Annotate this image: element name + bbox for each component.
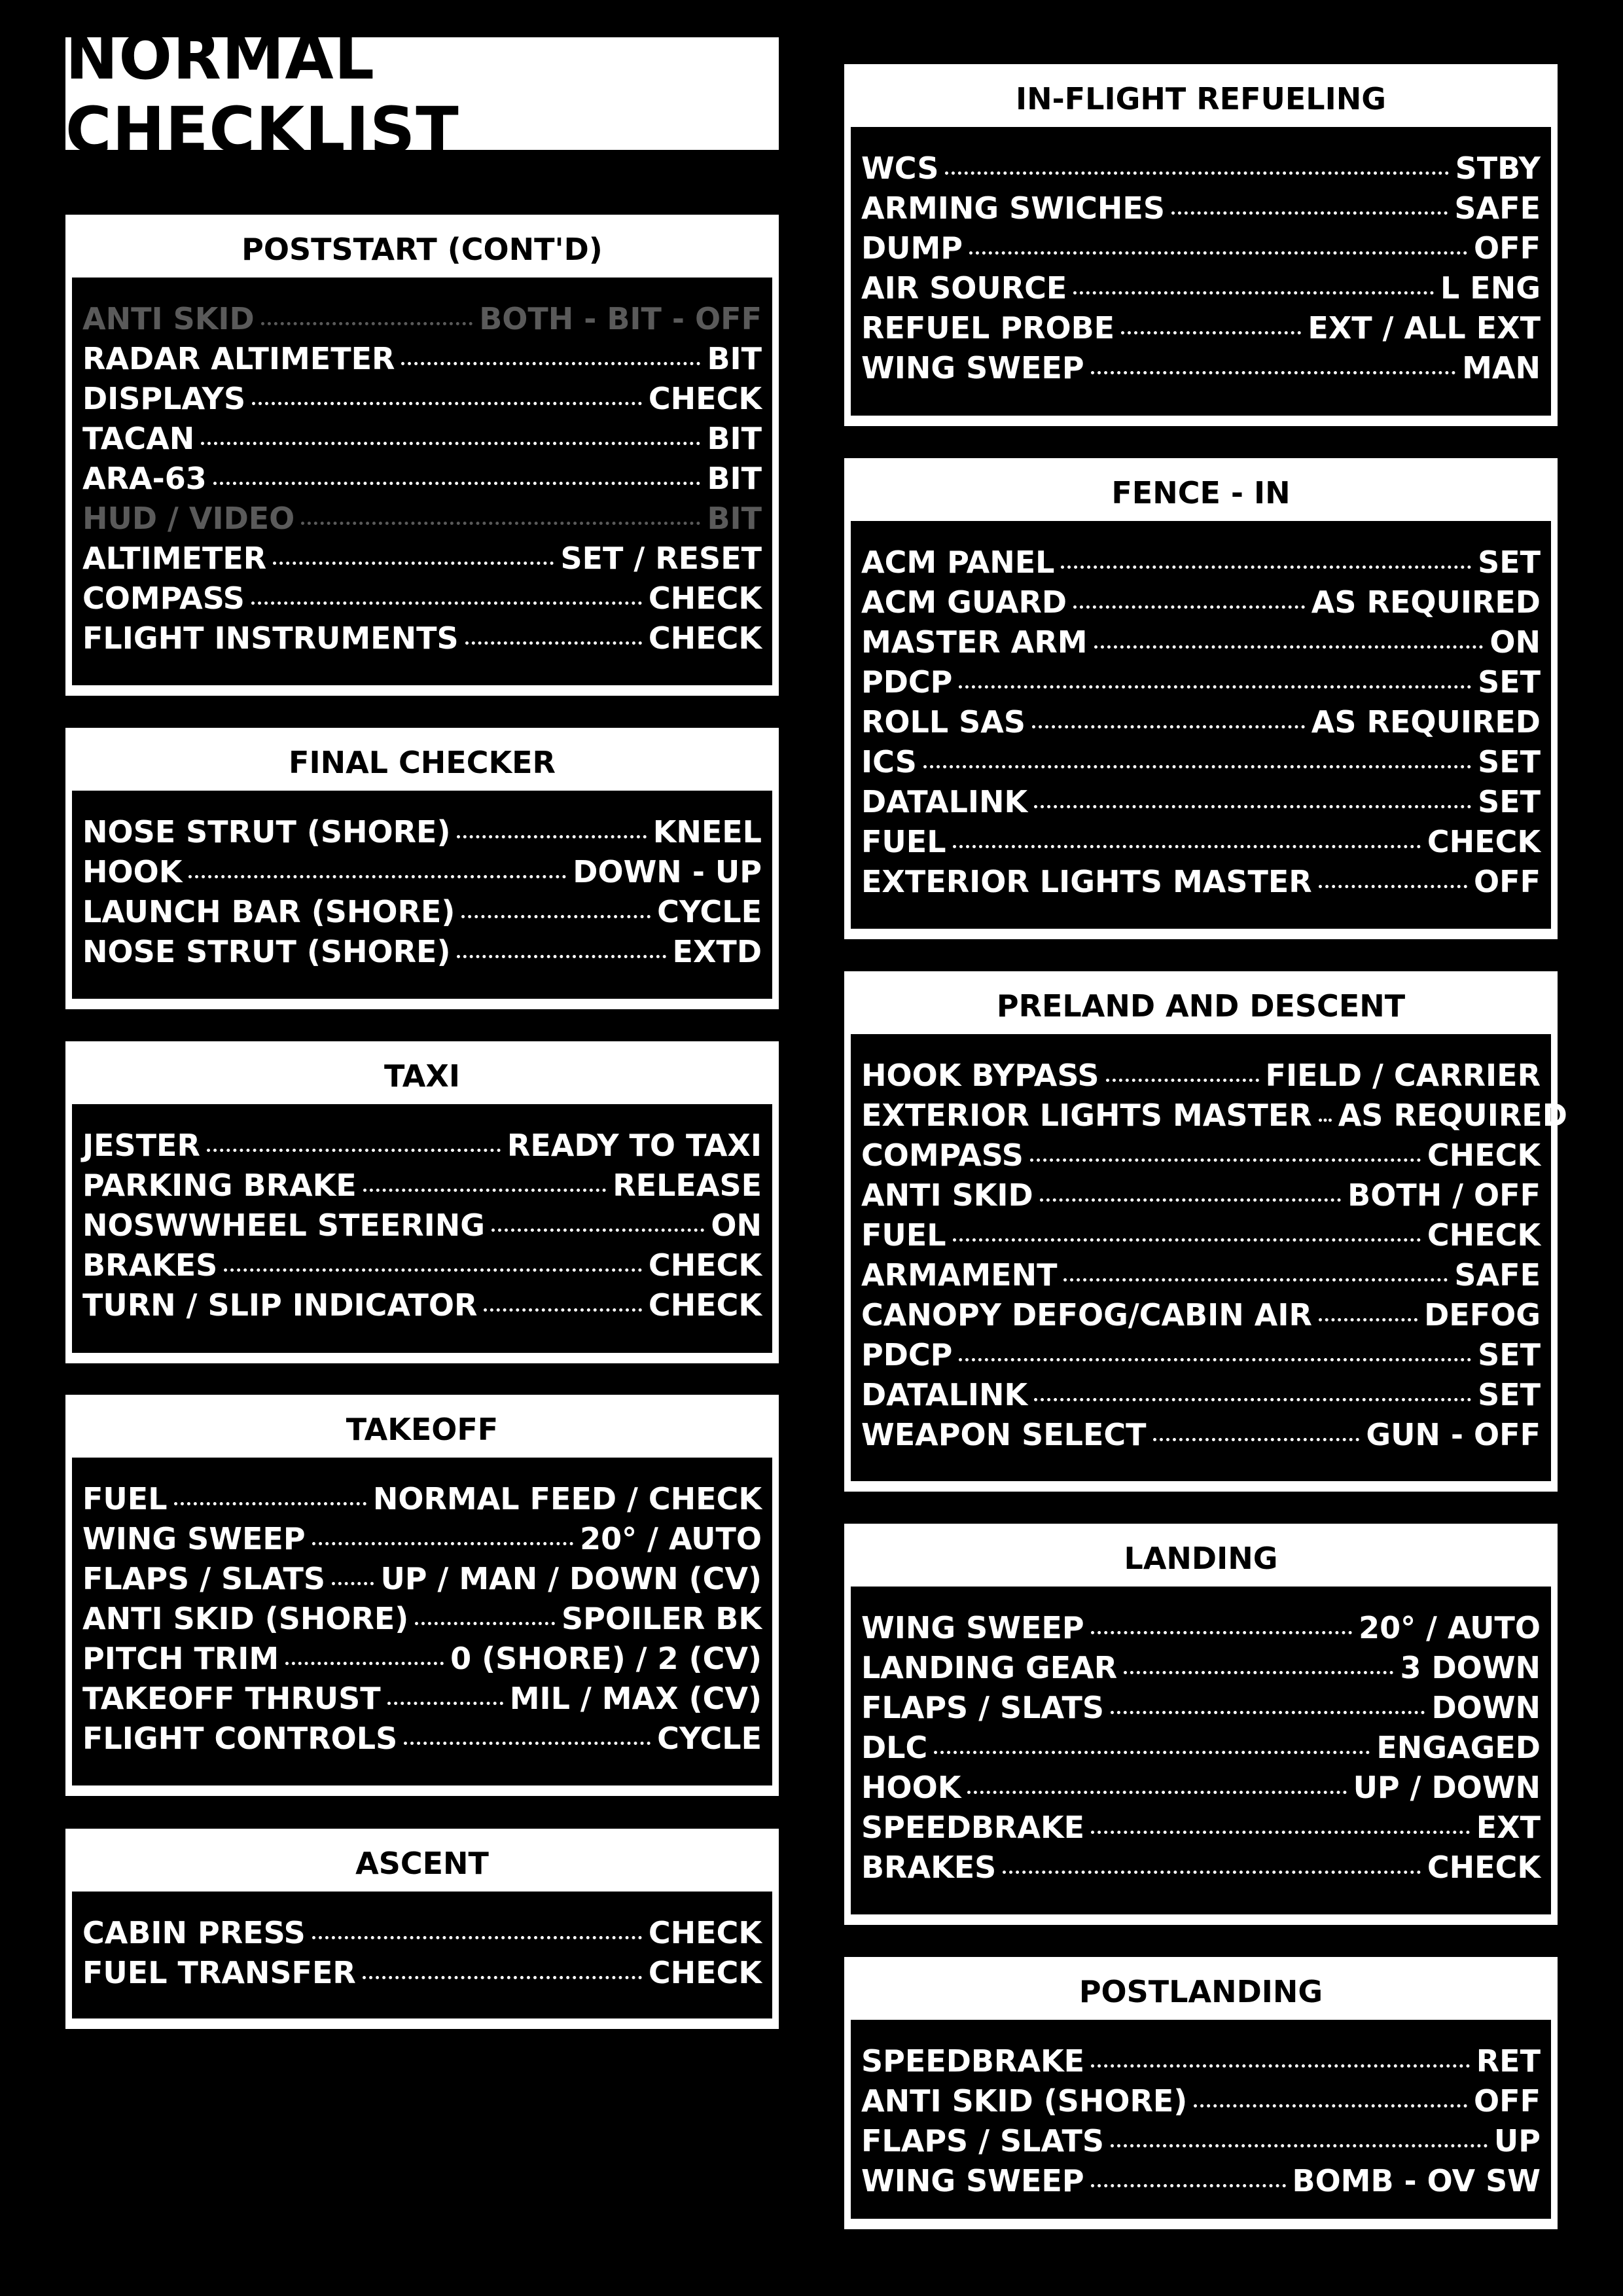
checklist-item-label: FLIGHT CONTROLS — [82, 1721, 398, 1756]
checklist-item-label: COMPASS — [861, 1138, 1024, 1173]
section-fence-in — [844, 458, 1558, 939]
checklist-row — [82, 1481, 762, 1521]
checklist-row — [82, 1681, 762, 1721]
dot-leader — [1153, 1438, 1360, 1441]
checklist-item-label: CABIN PRESS — [82, 1915, 306, 1950]
dot-leader — [312, 1542, 574, 1545]
checklist-item-value: 20° / AUTO — [580, 1521, 762, 1556]
checklist-item-label: ACM GUARD — [861, 584, 1067, 620]
checklist-item-label: FLAPS / SLATS — [861, 2123, 1104, 2159]
section-header-ascent: ASCENT — [355, 1846, 489, 1881]
checklist-item-label: RADAR ALTIMETER — [82, 341, 395, 376]
checklist-item-value: CHECK — [1427, 1850, 1541, 1885]
dot-leader — [332, 1582, 374, 1585]
checklist-row — [82, 894, 762, 934]
checklist-item-value: CHECK — [648, 1915, 762, 1950]
checklist-item-value: CYCLE — [657, 894, 762, 929]
checklist-row — [82, 934, 762, 974]
checklist-row — [861, 270, 1541, 310]
checklist-item-label: HOOK — [861, 1770, 961, 1805]
section-postlanding — [844, 1957, 1558, 2229]
checklist-item-value: CHECK — [648, 1247, 762, 1283]
checklist-row — [861, 1610, 1541, 1650]
section-final-checker — [65, 728, 779, 1009]
checklist-item-value: OFF — [1474, 864, 1541, 899]
checklist-row — [861, 664, 1541, 704]
section-refueling — [844, 64, 1558, 426]
checklist-item-label: BRAKES — [82, 1247, 218, 1283]
checklist-item-label: HUD / VIDEO — [82, 501, 295, 536]
dot-leader — [1171, 211, 1448, 215]
checklist-item-value: BIT — [707, 461, 762, 496]
checklist-item-value: SAFE — [1454, 1257, 1541, 1293]
checklist-item-value: CHECK — [648, 581, 762, 616]
checklist-row — [82, 1128, 762, 1168]
dot-leader — [1319, 885, 1467, 888]
dot-leader — [461, 915, 651, 918]
checklist-item-value: UP — [1493, 2123, 1541, 2159]
checklist-item-label: SPEEDBRAKE — [861, 2043, 1085, 2079]
dot-leader — [1032, 725, 1305, 728]
checklist-item-value: CHECK — [648, 1287, 762, 1323]
checklist-item-label: CANOPY DEFOG/CABIN AIR — [861, 1297, 1312, 1333]
checklist-row — [861, 1177, 1541, 1217]
dot-leader — [953, 1238, 1421, 1242]
dot-leader — [363, 1189, 607, 1192]
dot-leader — [959, 1358, 1471, 1361]
dot-leader — [174, 1502, 366, 1505]
checklist-item-label: REFUEL PROBE — [861, 310, 1115, 346]
checklist-row — [861, 151, 1541, 190]
checklist-item-value: STBY — [1455, 151, 1541, 186]
dot-leader — [1061, 565, 1471, 569]
dot-leader — [923, 765, 1471, 768]
checklist-row — [861, 1690, 1541, 1730]
dot-leader — [945, 171, 1448, 175]
section-header-final-checker: FINAL CHECKER — [289, 745, 556, 780]
checklist-row — [82, 1208, 762, 1247]
dot-leader — [1111, 1711, 1425, 1714]
checklist-row — [82, 814, 762, 854]
checklist-item-value: SET — [1478, 744, 1541, 780]
checklist-item-label: ANTI SKID — [861, 1177, 1033, 1213]
dot-leader — [1319, 1318, 1418, 1321]
checklist-row — [861, 1098, 1567, 1138]
dot-leader — [1091, 2064, 1470, 2068]
checklist-row — [861, 704, 1541, 744]
checklist-row — [82, 1247, 762, 1287]
dot-leader — [1106, 1079, 1259, 1082]
checklist-row — [861, 784, 1541, 824]
dot-leader — [457, 835, 646, 838]
dot-leader — [252, 402, 642, 405]
checklist-item-label: SPEEDBRAKE — [861, 1810, 1085, 1845]
dot-leader — [201, 442, 700, 445]
checklist-item-value: ENGAGED — [1376, 1730, 1541, 1765]
checklist-item-label: MASTER ARM — [861, 624, 1088, 660]
checklist-item-value: SET — [1478, 1337, 1541, 1372]
checklist-row — [82, 1287, 762, 1327]
checklist-item-value: SAFE — [1454, 190, 1541, 226]
dot-leader — [484, 1308, 642, 1312]
checklist-item-label: DLC — [861, 1730, 928, 1765]
checklist-item-value: CYCLE — [657, 1721, 762, 1756]
checklist-item-label: ACM PANEL — [861, 545, 1055, 580]
checklist-row — [861, 1417, 1541, 1457]
checklist-item-label: PDCP — [861, 664, 953, 700]
section-header-landing: LANDING — [1124, 1541, 1278, 1576]
checklist-item-value: OFF — [1474, 2083, 1541, 2119]
checklist-item-label: ROLL SAS — [861, 704, 1026, 740]
dot-leader — [404, 1742, 651, 1745]
checklist-item-label: EXTERIOR LIGHTS MASTER — [861, 1098, 1312, 1133]
checklist-row — [861, 190, 1541, 230]
page-title: NORMAL CHECKLIST — [65, 37, 779, 150]
checklist-item-label: WCS — [861, 151, 939, 186]
checklist-item-label: WEAPON SELECT — [861, 1417, 1147, 1452]
checklist-item-label: WING SWEEP — [861, 2163, 1084, 2198]
checklist-item-label: PITCH TRIM — [82, 1641, 279, 1676]
section-body-landing — [851, 1587, 1551, 1914]
dot-leader — [1003, 1871, 1421, 1874]
checklist-item-value: SET — [1478, 545, 1541, 580]
checklist-item-value: 20° / AUTO — [1359, 1610, 1541, 1645]
checklist-row — [861, 1730, 1541, 1770]
dot-leader — [312, 1936, 642, 1939]
checklist-row — [861, 1138, 1541, 1177]
checklist-item-value: CHECK — [648, 1955, 762, 1990]
dot-leader — [1319, 1119, 1332, 1122]
checklist-item-value: SPOILER BK — [562, 1601, 762, 1636]
checklist-row — [82, 381, 762, 421]
checklist-item-label: COMPASS — [82, 581, 245, 616]
checklist-item-value: AS REQUIRED — [1311, 704, 1541, 740]
checklist-row — [861, 1257, 1541, 1297]
checklist-item-value: 3 DOWN — [1400, 1650, 1541, 1685]
checklist-item-value: MIL / MAX (CV) — [509, 1681, 762, 1716]
checklist-item-label: DATALINK — [861, 784, 1028, 819]
checklist-item-value: EXT — [1476, 1810, 1541, 1845]
checklist-item-value: CHECK — [648, 620, 762, 656]
checklist-row — [82, 461, 762, 501]
checklist-item-value: GUN - OFF — [1366, 1417, 1541, 1452]
checklist-item-label: FLAPS / SLATS — [861, 1690, 1104, 1725]
dot-leader — [1194, 2104, 1467, 2108]
dot-leader — [301, 522, 700, 525]
dot-leader — [1091, 2184, 1286, 2187]
checklist-row — [861, 2163, 1541, 2203]
checklist-row — [861, 864, 1541, 904]
checklist-row — [82, 1721, 762, 1761]
checklist-item-value: ON — [1489, 624, 1541, 660]
checklist-item-value: RELEASE — [613, 1168, 762, 1203]
checklist-item-label: DUMP — [861, 230, 963, 266]
checklist-row — [861, 2083, 1541, 2123]
checklist-row — [82, 581, 762, 620]
section-header-refueling: IN-FLIGHT REFUELING — [1016, 81, 1386, 117]
dot-leader — [934, 1751, 1370, 1754]
dot-leader — [401, 362, 700, 365]
checklist-item-value: CHECK — [648, 381, 762, 416]
checklist-row — [861, 624, 1541, 664]
section-header-fence-in: FENCE - IN — [1111, 475, 1291, 511]
dot-leader — [959, 685, 1471, 689]
dot-leader — [969, 251, 1467, 255]
dot-leader — [1030, 1158, 1421, 1162]
checklist-item-value: KNEEL — [652, 814, 762, 850]
checklist-item-label: LAUNCH BAR (SHORE) — [82, 894, 455, 929]
checklist-item-label: NOSE STRUT (SHORE) — [82, 934, 451, 969]
checklist-item-label: AIR SOURCE — [861, 270, 1067, 306]
checklist-item-value: 0 (SHORE) / 2 (CV) — [450, 1641, 762, 1676]
dot-leader — [251, 601, 642, 605]
checklist-row — [861, 1297, 1541, 1337]
checklist-item-label: ANTI SKID (SHORE) — [861, 2083, 1188, 2119]
checklist-row — [861, 545, 1541, 584]
checklist-item-value: SET — [1478, 664, 1541, 700]
checklist-row — [861, 1850, 1541, 1890]
checklist-item-value: READY TO TAXI — [507, 1128, 762, 1163]
checklist-item-label: FLAPS / SLATS — [82, 1561, 325, 1596]
checklist-row — [861, 744, 1541, 784]
section-header-poststart: POSTSTART (CONT'D) — [241, 232, 603, 267]
checklist-item-label: HOOK BYPASS — [861, 1058, 1099, 1093]
checklist-row — [861, 1770, 1541, 1810]
checklist-item-value: BOTH / OFF — [1347, 1177, 1541, 1213]
checklist-item-value: RET — [1476, 2043, 1541, 2079]
dot-leader — [1034, 805, 1471, 808]
section-preland — [844, 971, 1567, 1492]
checklist-item-value: UP / DOWN — [1353, 1770, 1541, 1805]
checklist-row — [82, 1561, 762, 1601]
dot-leader — [415, 1622, 555, 1625]
checklist-item-label: FLIGHT INSTRUMENTS — [82, 620, 459, 656]
section-header-postlanding: POSTLANDING — [1079, 1974, 1323, 2009]
checklist-item-label: NOSWWHEEL STEERING — [82, 1208, 486, 1243]
dot-leader — [1073, 291, 1434, 295]
checklist-row — [82, 1915, 762, 1955]
section-body-preland — [851, 1034, 1567, 1481]
checklist-item-value: OFF — [1474, 230, 1541, 266]
checklist-row — [82, 341, 762, 381]
dot-leader — [1091, 1631, 1353, 1634]
dot-leader — [465, 641, 642, 645]
checklist-item-value: CHECK — [1427, 824, 1541, 859]
section-header-taxi: TAXI — [384, 1058, 460, 1094]
section-body-fence-in — [851, 521, 1551, 929]
checklist-row — [861, 1058, 1541, 1098]
checklist-item-value: SET — [1478, 784, 1541, 819]
checklist-item-label: TACAN — [82, 421, 195, 456]
section-header-takeoff: TAKEOFF — [346, 1412, 499, 1447]
checklist-item-label: ARMING SWICHES — [861, 190, 1165, 226]
section-landing — [844, 1524, 1558, 1925]
checklist-row — [861, 584, 1541, 624]
dot-leader — [207, 1149, 501, 1152]
checklist-item-label: PARKING BRAKE — [82, 1168, 357, 1203]
section-body-refueling — [851, 127, 1551, 416]
dot-leader — [363, 1976, 642, 1979]
checklist-item-label: ANTI SKID — [82, 301, 255, 336]
checklist-item-value: AS REQUIRED — [1338, 1098, 1567, 1133]
checklist-item-value: BIT — [707, 501, 762, 536]
checklist-item-label: ANTI SKID (SHORE) — [82, 1601, 409, 1636]
section-body-ascent — [72, 1892, 772, 2018]
checklist-row — [861, 1377, 1541, 1417]
section-body-poststart — [72, 278, 772, 685]
section-ascent — [65, 1829, 779, 2029]
checklist-row — [861, 824, 1541, 864]
checklist-item-label: WING SWEEP — [861, 350, 1084, 386]
checklist-row — [861, 1217, 1541, 1257]
checklist-row — [82, 1521, 762, 1561]
section-body-final-checker — [72, 791, 772, 999]
checklist-item-label: FUEL TRANSFER — [82, 1955, 356, 1990]
dot-leader — [1111, 2144, 1488, 2147]
checklist-item-label: DISPLAYS — [82, 381, 246, 416]
dot-leader — [213, 482, 701, 485]
checklist-row — [82, 1641, 762, 1681]
dot-leader — [457, 955, 666, 958]
checklist-item-value: NORMAL FEED / CHECK — [372, 1481, 762, 1516]
dot-leader — [261, 322, 473, 325]
dot-leader — [1040, 1198, 1341, 1202]
checklist-row — [861, 310, 1541, 350]
dot-leader — [1094, 645, 1484, 649]
dot-leader — [273, 562, 554, 565]
checklist-item-value: EXT / ALL EXT — [1308, 310, 1541, 346]
checklist-item-value: DOWN - UP — [573, 854, 762, 889]
checklist-item-value: DOWN — [1431, 1690, 1541, 1725]
checklist-item-value: UP / MAN / DOWN (CV) — [380, 1561, 762, 1596]
checklist-item-value: AS REQUIRED — [1311, 584, 1541, 620]
checklist-item-label: FUEL — [82, 1481, 168, 1516]
checklist-item-value: ON — [711, 1208, 762, 1243]
checklist-row — [82, 301, 762, 341]
dot-leader — [967, 1791, 1346, 1794]
section-header-preland: PRELAND AND DESCENT — [996, 988, 1406, 1024]
checklist-row — [82, 541, 762, 581]
checklist-item-value: BIT — [707, 341, 762, 376]
dot-leader — [387, 1702, 503, 1705]
checklist-item-label: ARA-63 — [82, 461, 207, 496]
dot-leader — [1073, 605, 1305, 609]
checklist-row — [82, 1955, 762, 1995]
checklist-item-label: NOSE STRUT (SHORE) — [82, 814, 451, 850]
checklist-item-value: BOMB - OV SW — [1292, 2163, 1541, 2198]
checklist-item-label: JESTER — [82, 1128, 200, 1163]
dot-leader — [1121, 331, 1301, 334]
checklist-item-label: LANDING GEAR — [861, 1650, 1118, 1685]
checklist-item-value: L ENG — [1440, 270, 1541, 306]
checklist-item-label: WING SWEEP — [82, 1521, 306, 1556]
dot-leader — [1091, 371, 1456, 374]
checklist-item-label: ALTIMETER — [82, 541, 267, 576]
checklist-row — [861, 1650, 1541, 1690]
checklist-item-label: FUEL — [861, 824, 946, 859]
section-poststart — [65, 215, 779, 696]
checklist-row — [861, 2123, 1541, 2163]
checklist-item-value: SET — [1478, 1377, 1541, 1412]
checklist-row — [861, 230, 1541, 270]
dot-leader — [1034, 1398, 1471, 1401]
checklist-row — [82, 1168, 762, 1208]
checklist-item-label: PDCP — [861, 1337, 953, 1372]
checklist-item-label: FUEL — [861, 1217, 946, 1253]
checklist-item-label: TAKEOFF THRUST — [82, 1681, 381, 1716]
section-body-postlanding — [851, 2020, 1551, 2219]
checklist-item-value: BOTH - BIT - OFF — [479, 301, 762, 336]
checklist-item-value: DEFOG — [1424, 1297, 1541, 1333]
dot-leader — [224, 1268, 642, 1272]
section-body-taxi — [72, 1104, 772, 1353]
dot-leader — [491, 1229, 704, 1232]
checklist-row — [82, 421, 762, 461]
checklist-row — [82, 620, 762, 660]
checklist-item-value: MAN — [1462, 350, 1541, 386]
checklist-item-label: DATALINK — [861, 1377, 1028, 1412]
checklist-item-label: EXTERIOR LIGHTS MASTER — [861, 864, 1312, 899]
checklist-row — [82, 1601, 762, 1641]
checklist-row — [861, 1337, 1541, 1377]
dot-leader — [1091, 1831, 1470, 1834]
dot-leader — [1063, 1278, 1448, 1282]
checklist-item-label: WING SWEEP — [861, 1610, 1084, 1645]
checklist-item-label: ARMAMENT — [861, 1257, 1058, 1293]
checklist-item-value: EXTD — [672, 934, 762, 969]
checklist-item-label: HOOK — [82, 854, 183, 889]
checklist-item-label: TURN / SLIP INDICATOR — [82, 1287, 478, 1323]
checklist-row — [861, 350, 1541, 390]
section-takeoff — [65, 1395, 779, 1796]
dot-leader — [285, 1662, 444, 1665]
section-body-takeoff — [72, 1458, 772, 1785]
dot-leader — [953, 845, 1421, 848]
checklist-item-value: SET / RESET — [560, 541, 762, 576]
dot-leader — [1124, 1671, 1393, 1674]
checklist-item-label: ICS — [861, 744, 917, 780]
checklist-row — [861, 2043, 1541, 2083]
checklist-item-label: BRAKES — [861, 1850, 997, 1885]
dot-leader — [188, 875, 566, 878]
section-taxi — [65, 1041, 779, 1363]
checklist-row — [861, 1810, 1541, 1850]
checklist-item-value: CHECK — [1427, 1217, 1541, 1253]
checklist-row — [82, 854, 762, 894]
checklist-row — [82, 501, 762, 541]
checklist-item-value: CHECK — [1427, 1138, 1541, 1173]
checklist-item-value: BIT — [707, 421, 762, 456]
checklist-item-value: FIELD / CARRIER — [1265, 1058, 1541, 1093]
